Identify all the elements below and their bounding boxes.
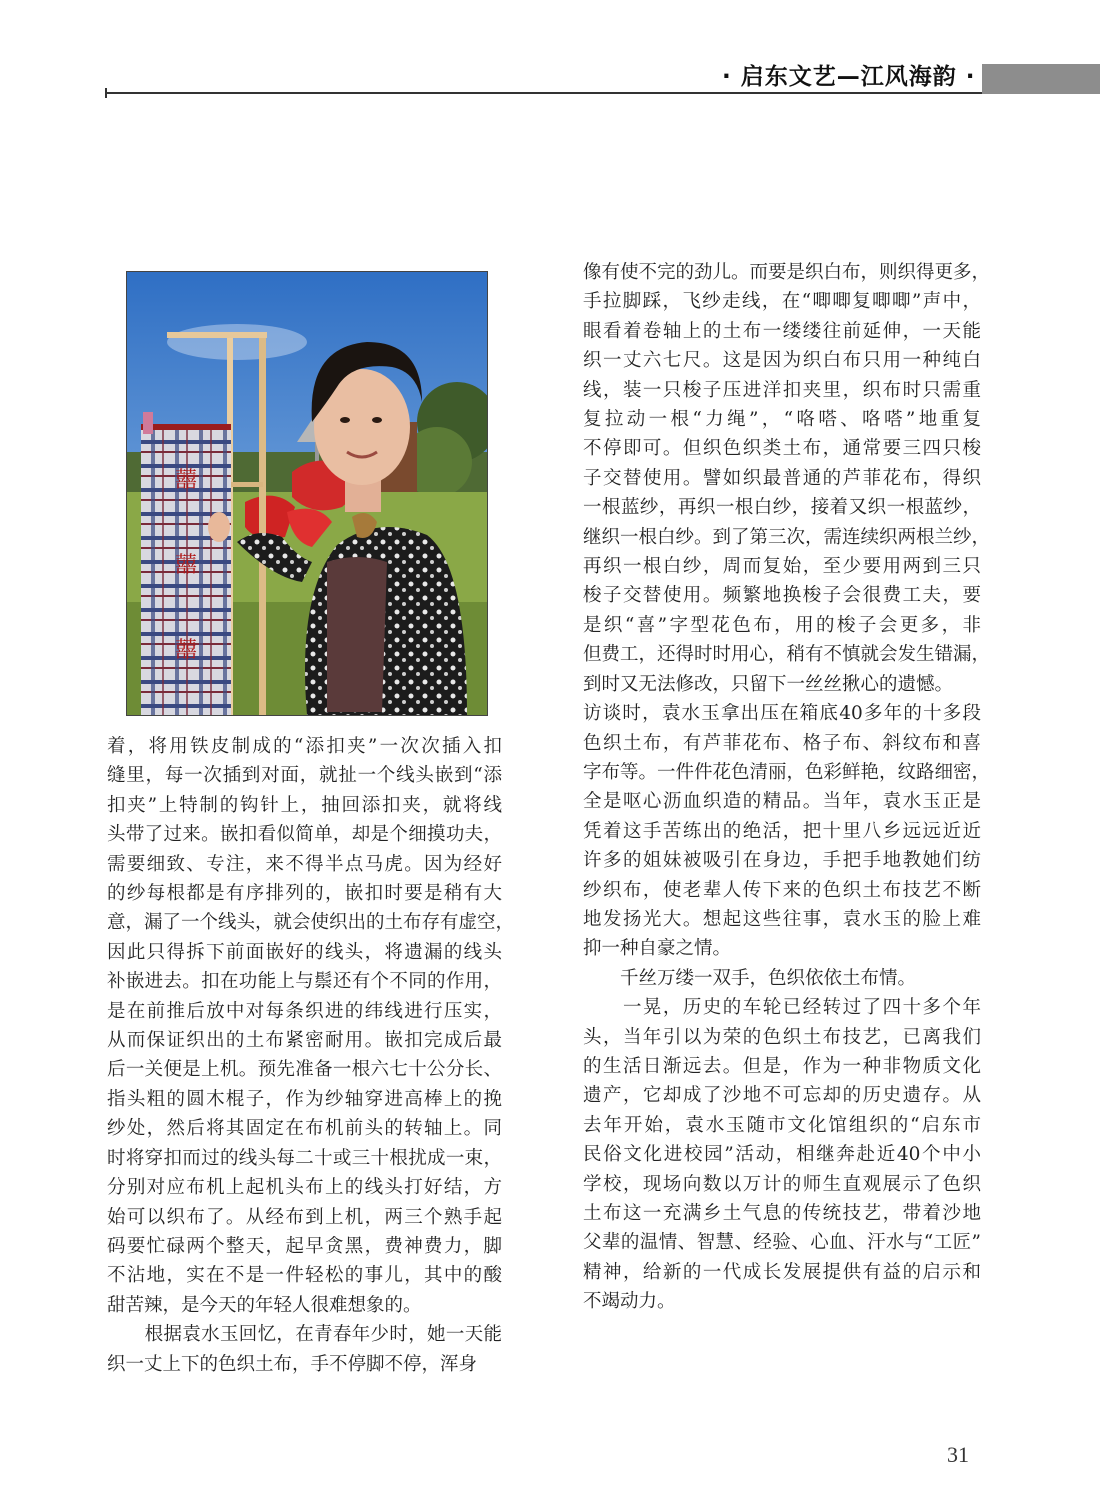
text-line: 去年开始，袁水玉随市文化馆组织的“启东市 [583,1114,981,1136]
svg-text:囍: 囍 [175,638,198,663]
text-line: 的生活日渐远去。但是，作为一种非物质文化 [583,1055,981,1077]
text-line: 头，当年引以为荣的色织土布技艺，已离我们 [583,1026,981,1048]
header-divider-line [105,92,982,94]
text-line: 纱处，然后将其固定在布机前头的转轴上。同 [107,1118,502,1140]
text-line: 千丝万缕一双手，色织依依土布情。 [583,967,917,989]
text-line: 手拉脚踩，飞纱走线，在“唧唧复唧唧”声中， [583,291,981,313]
text-line: 精神，给新的一代成长发展提供有益的启示和 [583,1261,981,1283]
svg-text:囍: 囍 [175,553,198,578]
text-line: 指头粗的圆木棍子，作为纱轴穿进高棒上的挽 [107,1088,502,1110]
text-line: 许多的姐妹被吸引在身边，手把手地教她们纺 [583,850,981,872]
text-line: 父辈的温情、智慧、经验、心血、汗水与“工匠” [583,1232,981,1254]
article-photo [126,271,488,716]
text-line: 像有使不完的劲儿。而要是织白布，则织得更多， [583,262,991,283]
text-line: 甜苦辣，是今天的年轻人很难想象的。 [107,1294,422,1316]
text-line: 复拉动一根“力绳”，“咯嗒、咯嗒”地重复 [583,409,981,431]
text-line: 因此只得拆下前面嵌好的线头，将遗漏的线头 [107,941,502,963]
text-line: 织一丈六七尺。这是因为织白布只用一种纯白 [583,350,981,372]
text-line: 民俗文化进校园”活动，相继奔赴近40个中小 [583,1144,981,1166]
text-line: 但费工，还得时时用心，稍有不慎就会发生错漏， [583,644,991,666]
text-line: 线，装一只梭子压进洋扣夹里，织布时只需重 [583,379,981,401]
text-line: 是在前推后放中对每条织进的纬线进行压实， [107,1000,502,1022]
text-line: 需要细致、专注，来不得半点马虎。因为经好 [107,853,502,875]
text-line: 抑一种自豪之情。 [583,938,732,960]
text-line: 土布这一充满乡土气息的传统技艺，带着沙地 [583,1203,981,1224]
text-line: 头带了过来。嵌扣看似简单，却是个细摸功夫， [107,824,502,846]
text-line: 再织一根白纱，周而复始，至少要用两到三只 [583,556,981,578]
text-line: 不停即可。但织色织类土布，通常要三四只梭 [583,438,981,460]
text-line: 不竭动力。 [583,1291,676,1313]
header-gray-bar [982,64,1100,94]
text-line: 遗产，它却成了沙地不可忘却的历史遗存。从 [583,1085,981,1107]
text-line: 时将穿扣而过的线头每二十或三十根扰成一束， [107,1147,502,1169]
text-line: 始可以织布了。从经布到上机，两三个熟手起 [107,1206,502,1228]
text-line: 一根蓝纱，再织一根白纱，接着又织一根蓝纱， [583,497,981,519]
left-text-column [107,732,515,1379]
text-line: 从而保证织出的土布紧密耐用。嵌扣完成后最 [107,1030,502,1052]
text-line: 学校，现场向数以万计的师生直观展示了色织 [583,1173,981,1195]
text-line: 全是呕心沥血织造的精品。当年，袁水玉正是 [583,791,981,813]
text-line: 补嵌进去。扣在功能上与鬃还有个不同的作用， [107,971,502,993]
text-line: 后一关便是上机。预先准备一根六七十公分长、 [107,1059,502,1081]
text-line: 不沾地，实在不是一件轻松的事儿，其中的酸 [107,1265,502,1287]
text-line: 的纱每根都是有序排列的，嵌扣时要是稍有大 [107,883,502,905]
text-line: 眼看着卷轴上的土布一缕缕往前延伸，一天能 [583,320,981,342]
magazine-section-header: · 启东文艺—江风海韵 · [722,64,976,90]
svg-text:囍: 囍 [175,468,198,493]
text-line: 纱织布，使老辈人传下来的色织土布技艺不断 [583,879,981,901]
text-line: 着，将用铁皮制成的“添扣夹”一次次插入扣 [107,736,502,757]
text-line: 访谈时，袁水玉拿出压在箱底40多年的十多段 [583,703,981,725]
text-line: 扣夹”上特制的钩针上，抽回添扣夹，就将线 [107,794,502,816]
text-line: 分别对应布机上起机头布上的线头打好结，方 [107,1177,502,1199]
text-line: 子交替使用。譬如织最普通的芦菲花布，得织 [583,467,981,489]
text-line: 凭着这手苦练出的绝活，把十里八乡远远近近 [583,820,981,842]
text-line: 意，漏了一个线头，就会使织出的土布存有虚空， [107,912,515,934]
text-line: 织一丈上下的色织土布，手不停脚不停，浑身 [107,1353,478,1375]
text-line: 一晃，历史的车轮已经转过了四十多个年 [583,997,981,1019]
photo-illustration [127,272,487,715]
text-line: 梭子交替使用。频繁地换梭子会很费工夫，要 [583,585,981,607]
right-text-column [583,258,991,1317]
text-line: 根据袁水玉回忆，在青春年少时，她一天能 [107,1324,502,1346]
text-line: 地发扬光大。想起这些往事，袁水玉的脸上难 [583,908,981,930]
text-line: 继织一根白纱。到了第三次，需连续织两根兰纱， [583,526,991,548]
text-line: 缝里，每一次插到对面，就扯一个线头嵌到“添 [107,765,502,787]
text-line: 到时又无法修改，只留下一丝丝揪心的遗憾。 [583,673,954,695]
page-number: 31 [947,1442,969,1467]
text-line: 是织“喜”字型花色布，用的梭子会更多，非 [583,614,981,636]
text-line: 码要忙碌两个整天，起早贪黑，费神费力，脚 [107,1235,502,1257]
text-line: 色织土布，有芦菲花布、格子布、斜纹布和喜 [583,732,981,754]
text-line: 字布等。一件件花色清丽，色彩鲜艳，纹路细密， [583,761,991,783]
